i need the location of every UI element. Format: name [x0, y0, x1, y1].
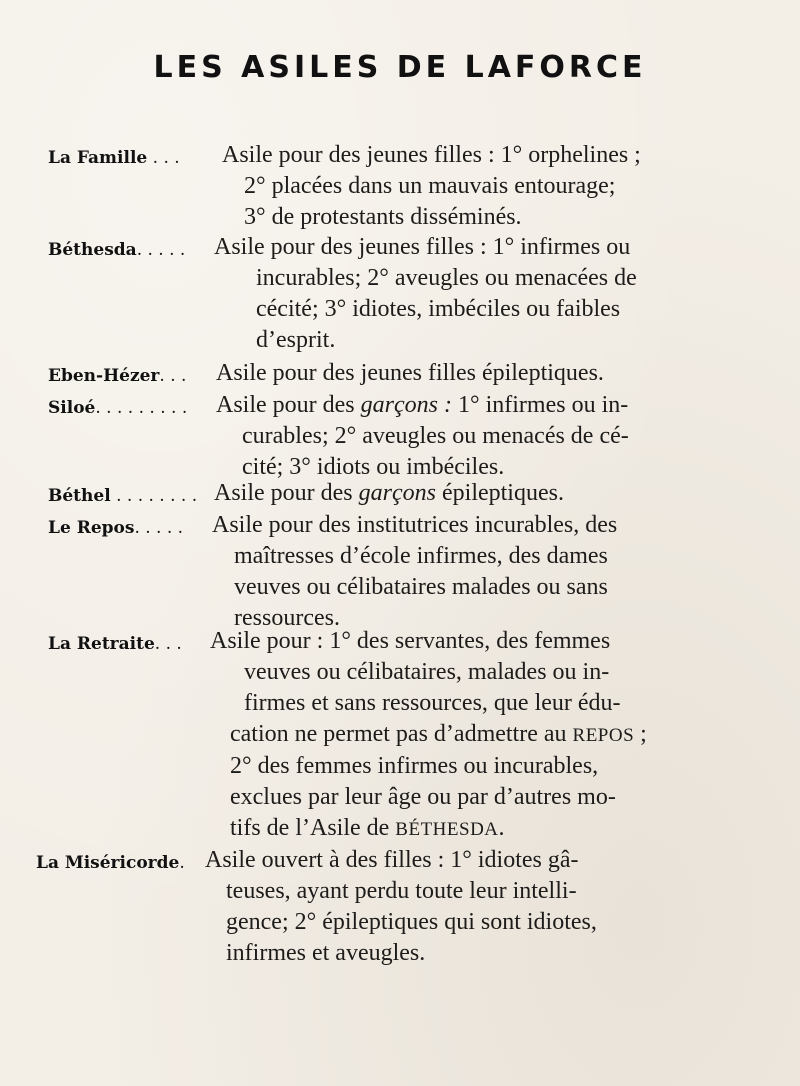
- asylum-name-text: Béthel: [48, 486, 111, 506]
- asylum-description: [212, 510, 682, 634]
- description-line: 2° des femmes infirmes ou incurables,: [230, 753, 599, 779]
- asylum-name-text: Le Repos: [48, 518, 135, 538]
- asylum-name-text: Béthesda: [48, 240, 137, 260]
- description-line: teuses, ayant perdu toute leur intelli-: [226, 878, 577, 904]
- asylum-name: [48, 366, 186, 386]
- italic-text: garçons :: [360, 392, 452, 418]
- description-line: [210, 813, 688, 845]
- asylum-description: [222, 140, 690, 233]
- description-line: gence; 2° épileptiques qui sont idiotes,: [226, 909, 597, 935]
- description-line: Asile pour : 1° des servantes, des femmes: [210, 628, 611, 654]
- description-line: [210, 719, 688, 751]
- asylum-name: [48, 398, 187, 418]
- leader-dots: . . . . .: [136, 240, 186, 260]
- description-line: veuves ou célibataires malades ou sans: [234, 574, 608, 600]
- description-line: veuves ou célibataires, malades ou in-: [244, 659, 610, 685]
- asylum-name-text: Eben-Hézer: [48, 366, 160, 386]
- italic-text: garçons: [358, 480, 436, 506]
- asylum-name: [48, 486, 197, 506]
- line-text: tifs de l’Asile de: [230, 815, 396, 841]
- description-line: Asile ouvert à des filles : 1° idiotes gâ-: [205, 847, 579, 873]
- line-text: Asile pour des: [216, 392, 361, 418]
- description-line: firmes et sans ressources, que leur édu-: [244, 690, 621, 716]
- description-line: cité; 3° idiots ou imbéciles.: [242, 454, 505, 480]
- line-text: .: [498, 815, 505, 841]
- asylum-name: [48, 634, 182, 654]
- description-line: 3° de protestants disséminés.: [244, 204, 522, 230]
- asylum-name-text: La Miséricorde: [36, 853, 180, 873]
- asylum-description: [214, 478, 684, 509]
- description-line: exclues par leur âge ou par d’autres mo-: [230, 784, 616, 810]
- leader-dots: . . .: [159, 366, 187, 386]
- leader-dots: . . .: [154, 634, 182, 654]
- description-line: Asile pour des jeunes filles épileptiques.: [216, 360, 604, 386]
- asylum-description: [214, 232, 690, 356]
- asylum-name: [48, 148, 180, 168]
- line-text: Asile pour des: [214, 480, 359, 506]
- asylum-description: [210, 626, 688, 845]
- small-caps-text: BÉTHESDA: [395, 819, 499, 840]
- line-text: ;: [634, 721, 647, 747]
- description-line: incurables; 2° aveugles ou menacées de: [256, 265, 637, 291]
- leader-dots: .: [179, 853, 185, 873]
- description-line: Asile pour des jeunes filles : 1° infirmes ou: [214, 234, 631, 260]
- page-title: LES ASILES DE LAFORCE: [153, 50, 647, 85]
- description-line: curables; 2° aveugles ou menacés de cé-: [242, 423, 629, 449]
- asylum-name: [48, 240, 185, 260]
- description-line: Asile pour des jeunes filles : 1° orphelines ;: [222, 142, 641, 168]
- description-line: Asile pour des institutrices incurables, des: [212, 512, 618, 538]
- asylum-description: [216, 390, 688, 483]
- description-line: d’esprit.: [256, 327, 336, 353]
- leader-dots: . . .: [147, 148, 180, 168]
- line-text: 1° infirmes ou in-: [451, 392, 629, 418]
- asylum-name-text: La Retraite: [48, 634, 155, 654]
- leader-dots: . . . . . . . .: [110, 486, 198, 506]
- asylum-description: [205, 845, 675, 969]
- asylum-name-text: La Famille: [48, 148, 148, 168]
- leader-dots: . . . . . . . . .: [95, 398, 188, 418]
- description-line: cécité; 3° idiotes, imbéciles ou faibles: [256, 296, 621, 322]
- line-text: cation ne permet pas d’admettre au: [230, 721, 573, 747]
- small-caps-text: REPOS: [572, 725, 635, 746]
- description-line: infirmes et aveugles.: [226, 940, 426, 966]
- description-line: 2° placées dans un mauvais entourage;: [244, 173, 616, 199]
- asylum-name: [48, 518, 183, 538]
- line-text: épileptiques.: [436, 480, 564, 506]
- leader-dots: . . . . .: [134, 518, 184, 538]
- asylum-name: [36, 853, 185, 873]
- asylum-name-text: Siloé: [48, 398, 96, 418]
- description-line: [216, 390, 688, 421]
- asylum-description: [216, 358, 686, 389]
- description-line: [214, 478, 684, 509]
- description-line: ressources.: [234, 605, 340, 631]
- description-line: maîtresses d’école infirmes, des dames: [234, 543, 608, 569]
